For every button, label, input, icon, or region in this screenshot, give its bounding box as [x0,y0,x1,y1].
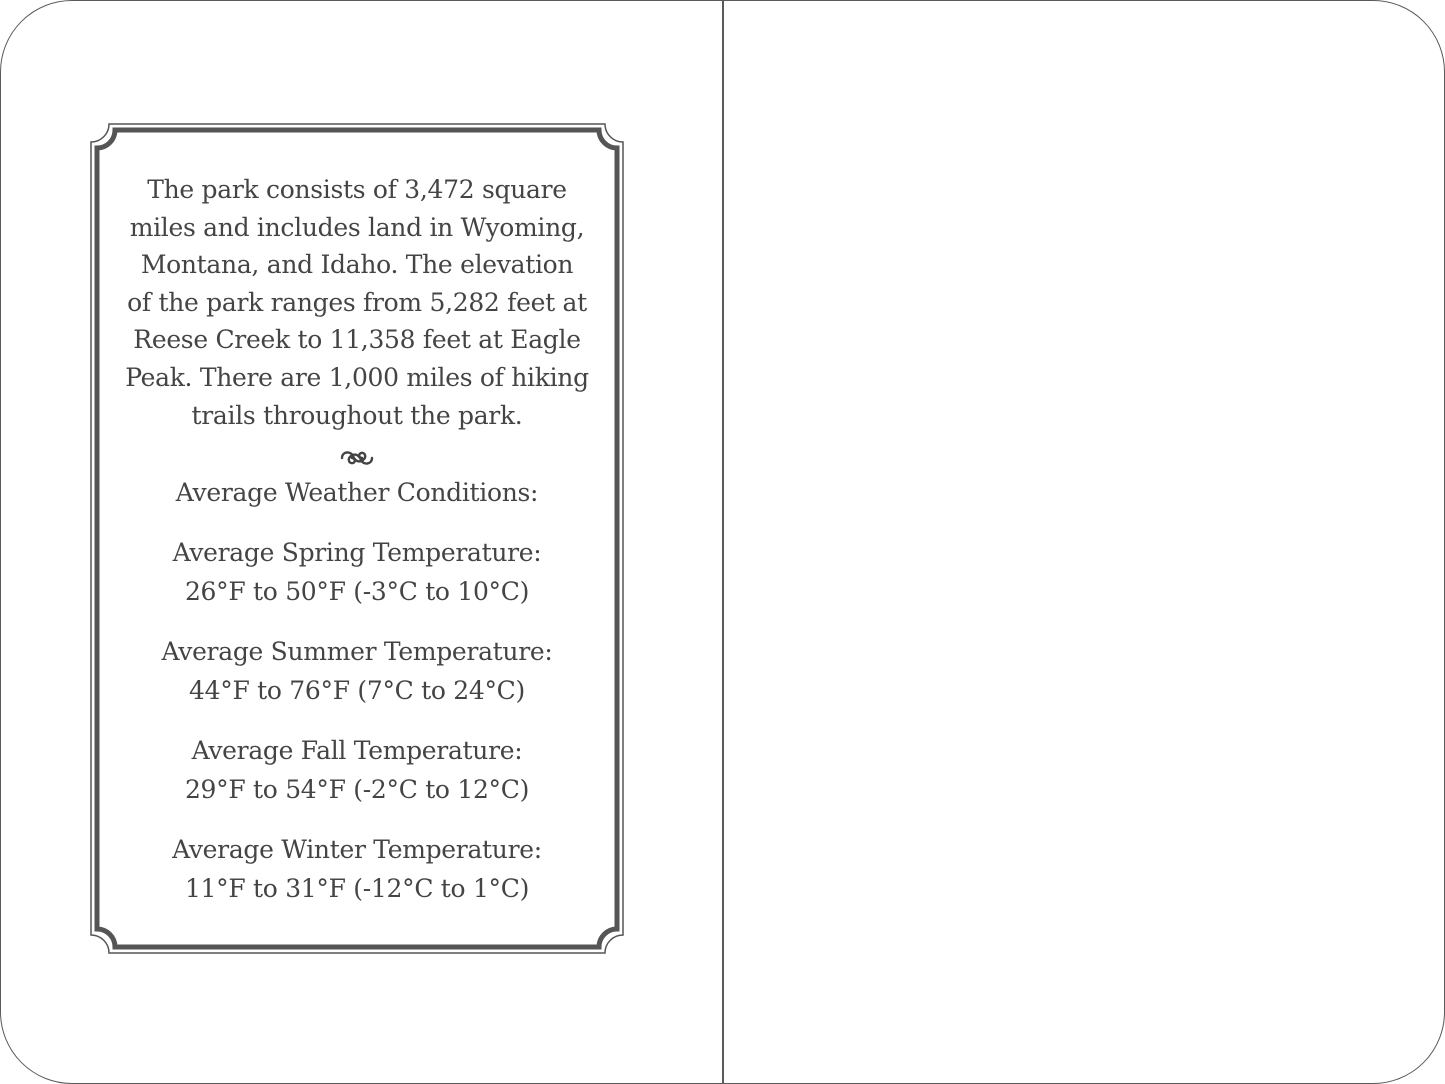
season-winter [119,831,595,908]
season-label: Average Fall Temperature: [191,736,523,766]
fleuron-icon [119,438,595,474]
season-label: Average Summer Temperature: [161,637,553,667]
description-line: miles and includes land in Wyoming, [129,212,585,242]
info-panel [119,171,595,908]
season-spring [119,534,595,611]
weather-heading: Average Weather Conditions: [175,478,539,508]
season-range: 11°F to 31°F (-12°C to 1°C) [184,873,530,903]
season-range: 44°F to 76°F (7°C to 24°C) [189,675,525,705]
description-line: The park consists of 3,472 square [147,175,567,204]
description-line: Montana, and Idaho. The elevation [140,250,574,280]
season-label: Average Winter Temperature: [172,835,542,865]
season-fall [119,732,595,809]
season-range: 26°F to 50°F (-3°C to 10°C) [184,576,530,606]
page-divider [722,1,724,1084]
season-range: 29°F to 54°F (-2°C to 12°C) [184,774,530,804]
season-label: Average Spring Temperature: [172,538,542,568]
description-line: of the park ranges from 5,282 feet at [127,287,587,317]
park-description [119,171,595,434]
description-line: Peak. There are 1,000 miles of hiking [125,362,589,392]
description-line: trails throughout the park. [191,400,523,430]
description-line: Reese Creek to 11,358 feet at Eagle [133,325,581,355]
season-summer [119,633,595,710]
